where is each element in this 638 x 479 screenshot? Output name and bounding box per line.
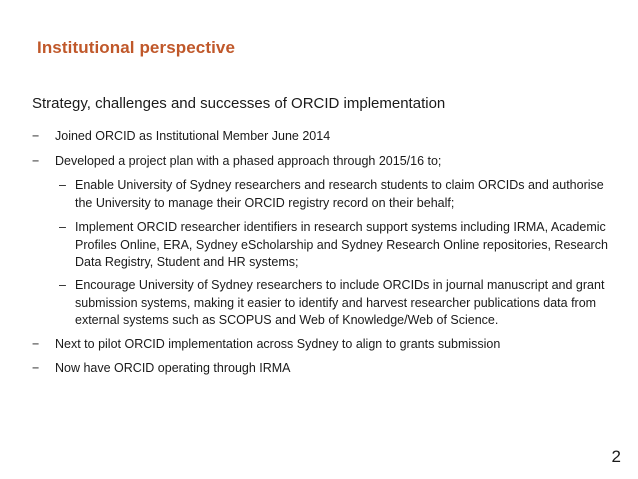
- bullet-item: [32, 128, 330, 145]
- sub-bullet-item: [59, 277, 619, 330]
- bullet-item: [32, 153, 441, 170]
- bullet-text: Next to pilot ORCID implementation across Sydney to align to grants submission: [55, 337, 501, 351]
- bullet-marker: −: [32, 154, 40, 168]
- bullet-item: [32, 360, 291, 377]
- sub-bullet-item: [59, 177, 619, 212]
- sub-bullet-marker: –: [59, 278, 66, 292]
- bullet-text: Joined ORCID as Institutional Member June 2014: [55, 129, 331, 143]
- bullet-marker: −: [32, 129, 40, 143]
- slide-title: Institutional perspective: [37, 38, 236, 57]
- bullet-marker: −: [32, 337, 40, 351]
- bullet-text: Developed a project plan with a phased approach through 2015/16 to;: [55, 154, 442, 168]
- sub-bullet-item: [59, 219, 619, 272]
- bullet-marker: −: [32, 361, 40, 375]
- sub-bullet-text: Implement ORCID researcher identifiers in research support systems including IRMA, Academic Profiles Online, ERA, Sydney eScholarship and Sydney Research Online repositories, Research Data Registry, Student and HR systems;: [75, 220, 608, 269]
- slide-subtitle: Strategy, challenges and successes of ORCID implementation: [32, 95, 446, 112]
- page-number: 2: [611, 447, 621, 466]
- sub-bullet-text: Enable University of Sydney researchers and research students to claim ORCIDs and authorise the University to manage their ORCID registry record on their behalf;: [75, 178, 604, 210]
- sub-bullet-marker: –: [59, 220, 66, 234]
- sub-bullet-text: Encourage University of Sydney researchers to include ORCIDs in journal manuscript and grant submission systems, making it easier to identify and harvest researcher publications data from external systems such as SCOPUS and Web of Knowledge/Web of Science.: [75, 278, 605, 327]
- bullet-text: Now have ORCID operating through IRMA: [55, 361, 291, 375]
- bullet-item: [32, 336, 500, 353]
- sub-bullet-marker: –: [59, 178, 66, 192]
